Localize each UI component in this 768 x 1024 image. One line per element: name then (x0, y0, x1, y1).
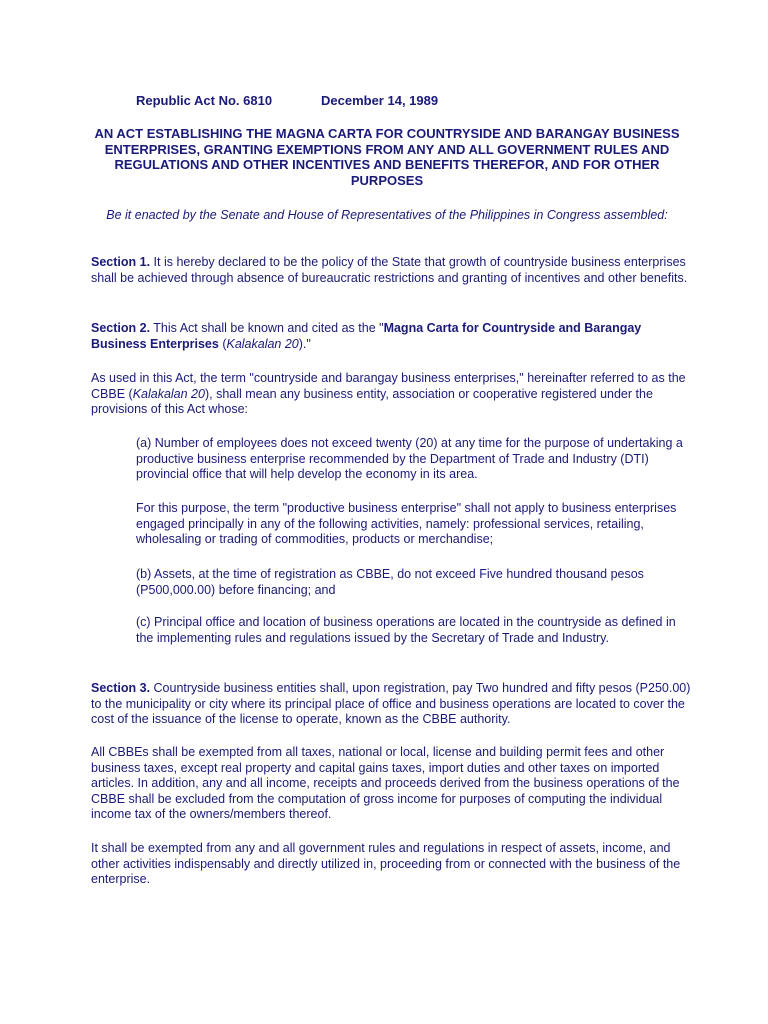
definition-alias: Kalakalan 20 (132, 386, 205, 401)
definition-paragraph (91, 371, 691, 418)
section-1-text: It is hereby declared to be the policy of the State that growth of countryside business enterprises shall be achieved through absence of bureaucratic restrictions and granting of incentives and other benefits. (91, 255, 688, 285)
item-a: (a) Number of employees does not exceed twenty (20) at any time for the purpose of undertaking a productive business enterprise recommended by the Department of Trade and Industry (DTI) provincial office that will help develop the economy in its area. (136, 436, 683, 482)
section-1-label: Section 1. (91, 255, 151, 269)
section-2-paren-open: ( (218, 336, 227, 351)
section-3-text: Countryside business entities shall, upon registration, pay Two hundred and fifty pesos (P250.00) to the municipality or city where its principal place of office and business operations are located to cover the cost of the issuance of the license to operate, known as the CBBE authority. (91, 681, 691, 727)
section-2-short-title: Magna Carta for Countryside and Barangay Business Enterprises (91, 321, 642, 351)
section-2-text: This Act shall be known and cited as the " (150, 321, 384, 335)
definition-text-before: As used in this Act, the term "countryside and barangay business enterprises," hereinafter referred to as the CBBE ( (91, 371, 686, 401)
section-2-label: Section 2. (91, 321, 151, 335)
act-header (136, 93, 439, 109)
act-date: December 14, 1989 (321, 93, 439, 108)
act-title: AN ACT ESTABLISHING THE MAGNA CARTA FOR COUNTRYSIDE AND BARANGAY BUSINESS ENTERPRISES, GRANTING EXEMPTIONS FROM ANY AND ALL GOVERNMENT RULES AND REGULATIONS AND OTHER INCENTIVES AND BENEFITS THEREFOR, AND FOR OTHER PURPOSES (94, 126, 680, 188)
section-2-paren-close: )." (298, 336, 311, 351)
section-2 (91, 321, 691, 352)
exemption-paragraph: All CBBEs shall be exempted from all taxes, national or local, license and building permit fees and other business taxes, except real property and capital gains taxes, import duties and other taxes on imported articles. In addition, any and all income, receipts and proceeds derived from the business operations of the CBBE shall be excluded from the computation of gross income for purposes of computing the individual income tax of the owners/members thereof. (91, 745, 680, 822)
item-b: (b) Assets, at the time of registration as CBBE, do not exceed Five hundred thousand pesos (P500,000.00) before financing; and (136, 567, 644, 597)
section-3-label: Section 3. (91, 681, 151, 695)
rules-exemption-paragraph: It shall be exempted from any and all government rules and regulations in respect of assets, income, and other activities indispensably and directly utilized in, proceeding from or connected with the business of the enterprise. (91, 841, 681, 887)
act-number: Republic Act No. 6810 (136, 93, 273, 108)
section-1 (91, 255, 691, 286)
definition-text-after: ), shall mean any business entity, association or cooperative registered under the provisions of this Act whose: (91, 386, 653, 417)
section-3 (91, 681, 691, 728)
section-2-alias: Kalakalan 20 (226, 336, 299, 351)
enacting-clause: Be it enacted by the Senate and House of Representatives of the Philippines in Congress assembled: (106, 208, 668, 222)
item-a-note: For this purpose, the term "productive business enterprise" shall not apply to business enterprises engaged principally in any of the following activities, namely: professional services, retailing, wholesaling or trading of commodities, products or merchandise; (136, 501, 677, 547)
item-c: (c) Principal office and location of business operations are located in the countryside as defined in the implementing rules and regulations issued by the Secretary of Trade and Industry. (136, 615, 676, 645)
